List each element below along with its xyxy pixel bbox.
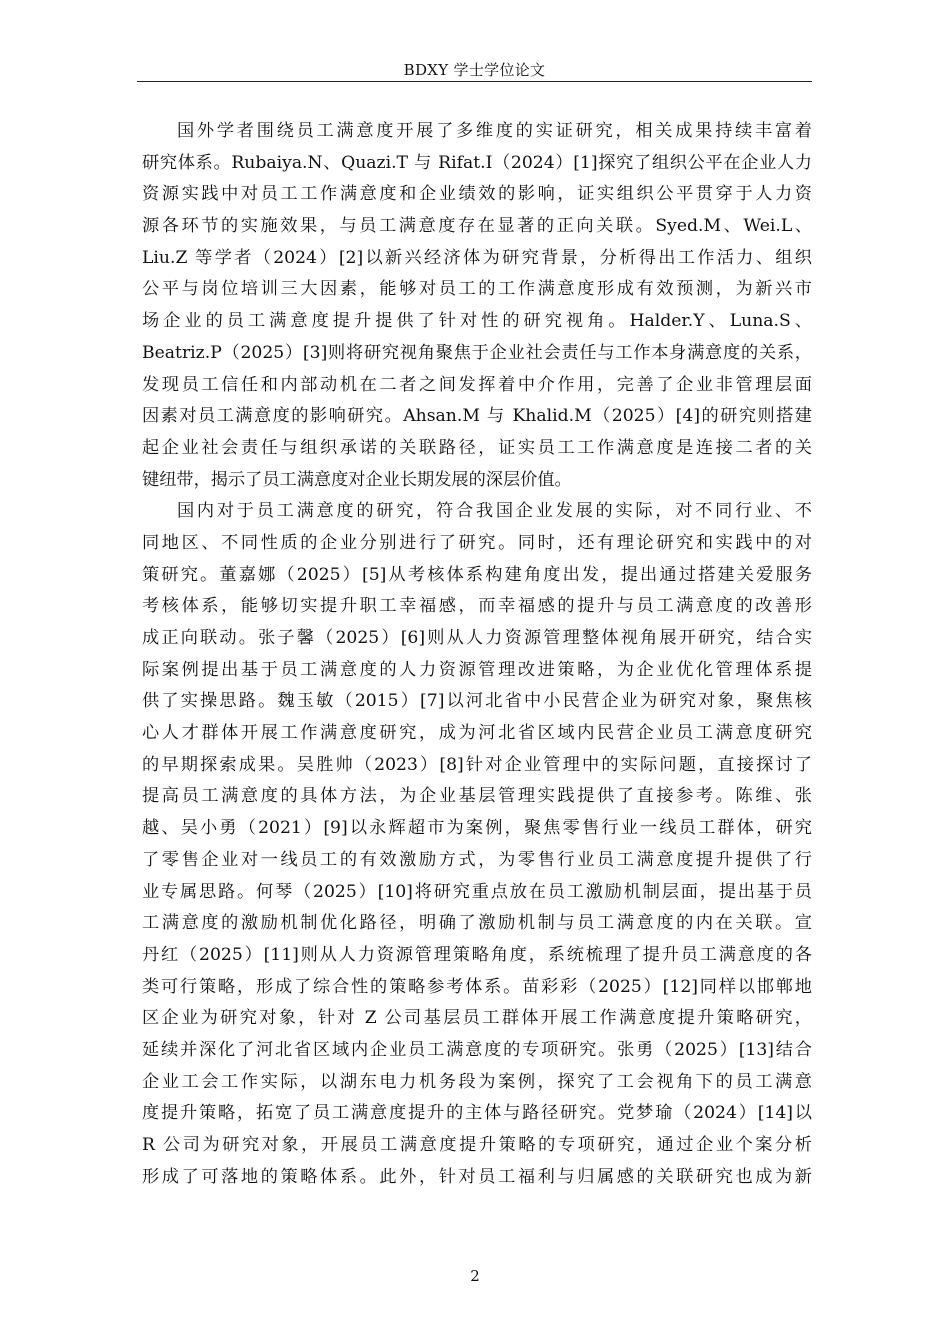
text-line: 提高员工满意度的具体方法，为企业基层管理实践提供了直接参考。陈维、张 — [142, 786, 812, 807]
text-line: R 公司为研究对象，开展员工满意度提升策略的专项研究，通过企业个案分析 — [142, 1135, 812, 1155]
text-line: 区企业为研究对象，针对 Z 公司基层员工群体开展工作满意度提升策略研究， — [142, 1008, 812, 1029]
text-line: 际案例提出基于员工满意度的人力资源管理改进策略，为企业优化管理体系提 — [142, 659, 812, 680]
text-line: 供了实操思路。魏玉敏（2015）[7]以河北省中小民营企业为研究对象，聚焦核 — [142, 691, 812, 712]
text-line: 场企业的员工满意度提升提供了针对性的研究视角。Halder.Y、Luna.S、 — [142, 311, 812, 332]
text-line: 策研究。董嘉娜（2025）[5]从考核体系构建角度出发，提出通过搭建关爱服务 — [142, 564, 812, 585]
header-divider — [137, 81, 812, 82]
text-line: 的早期探索成果。吴胜帅（2023）[8]针对企业管理中的实际问题，直接探讨了 — [142, 754, 812, 775]
text-line: 度提升策略，拓宽了员工满意度提升的主体与路径研究。党梦瑜（2024）[14]以 — [142, 1103, 812, 1124]
text-line: 源各环节的实施效果，与员工满意度存在显著的正向关联。Syed.M、Wei.L、 — [142, 216, 812, 237]
page-header: BDXY 学士学位论文 — [403, 61, 546, 79]
text-line: 越、吴小勇（2021）[9]以永辉超市为案例，聚焦零售行业一线员工群体，研究 — [142, 818, 812, 839]
text-line: 起企业社会责任与组织承诺的关联路径，证实员工工作满意度是连接二者的关 — [142, 437, 812, 458]
text-line: Liu.Z 等学者（2024）[2]以新兴经济体为研究背景，分析得出工作活力、组织 — [142, 247, 812, 268]
text-line: 国内对于员工满意度的研究，符合我国企业发展的实际，对不同行业、不 — [177, 501, 812, 522]
text-line: 工满意度的激励机制优化路径，明确了激励机制与员工满意度的内在关联。宣 — [142, 913, 812, 934]
text-line: 业专属思路。何琴（2025）[10]将研究重点放在员工激励机制层面，提出基于员 — [142, 881, 812, 902]
text-line: 延续并深化了河北省区域内企业员工满意度的专项研究。张勇（2025）[13]结合 — [142, 1039, 812, 1060]
text-line: 丹红（2025）[11]则从人力资源管理策略角度，系统梳理了提升员工满意度的各 — [142, 944, 812, 965]
text-line: 公平与岗位培训三大因素，能够对员工的工作满意度形成有效预测，为新兴市 — [142, 279, 812, 300]
text-line: 资源实践中对员工工作满意度和企业绩效的影响，证实组织公平贯穿于人力资 — [142, 184, 812, 205]
body-text — [142, 116, 812, 1193]
text-line: 同地区、不同性质的企业分别进行了研究。同时，还有理论研究和实践中的对 — [142, 532, 812, 553]
text-line: 形成了可落地的策略体系。此外，针对员工福利与归属感的关联研究也成为新 — [142, 1166, 812, 1187]
text-line: 因素对员工满意度的影响研究。Ahsan.M 与 Khalid.M（2025）[4]的研究则搭建 — [142, 406, 812, 427]
paragraph-domestic-research — [142, 496, 812, 1193]
text-line: 类可行策略，形成了综合性的策略参考体系。苗彩彩（2025）[12]同样以邯郸地 — [142, 976, 812, 997]
text-line: 心人才群体开展工作满意度研究，成为河北省区域内民营企业员工满意度研究 — [142, 723, 812, 744]
text-line: 了零售企业对一线员工的有效激励方式，为零售行业员工满意度提升提供了行 — [142, 849, 812, 870]
text-line: 发现员工信任和内部动机在二者之间发挥着中介作用，完善了企业非管理层面 — [142, 374, 812, 395]
text-line: 国外学者围绕员工满意度开展了多维度的实证研究，相关成果持续丰富着 — [177, 121, 812, 141]
text-line: 键纽带，揭示了员工满意度对企业长期发展的深层价值。 — [142, 469, 572, 490]
text-line: Beatriz.P（2025）[3]则将研究视角聚焦于企业社会责任与工作本身满意度的关系， — [142, 342, 812, 363]
text-line: 考核体系，能够切实提升职工幸福感，而幸福感的提升与员工满意度的改善形 — [142, 596, 812, 617]
text-line: 研究体系。Rubaiya.N、Quazi.T 与 Rifat.I（2024）[1]探究了组织公平在企业人力 — [142, 152, 812, 173]
text-line: 企业工会工作实际，以湖东电力机务段为案例，探究了工会视角下的员工满意 — [142, 1071, 812, 1092]
paragraph-foreign-research — [142, 116, 812, 496]
text-line: 成正向联动。张子馨（2025）[6]则从人力资源管理整体视角展开研究，结合实 — [142, 628, 812, 648]
page-number: 2 — [470, 1267, 480, 1285]
